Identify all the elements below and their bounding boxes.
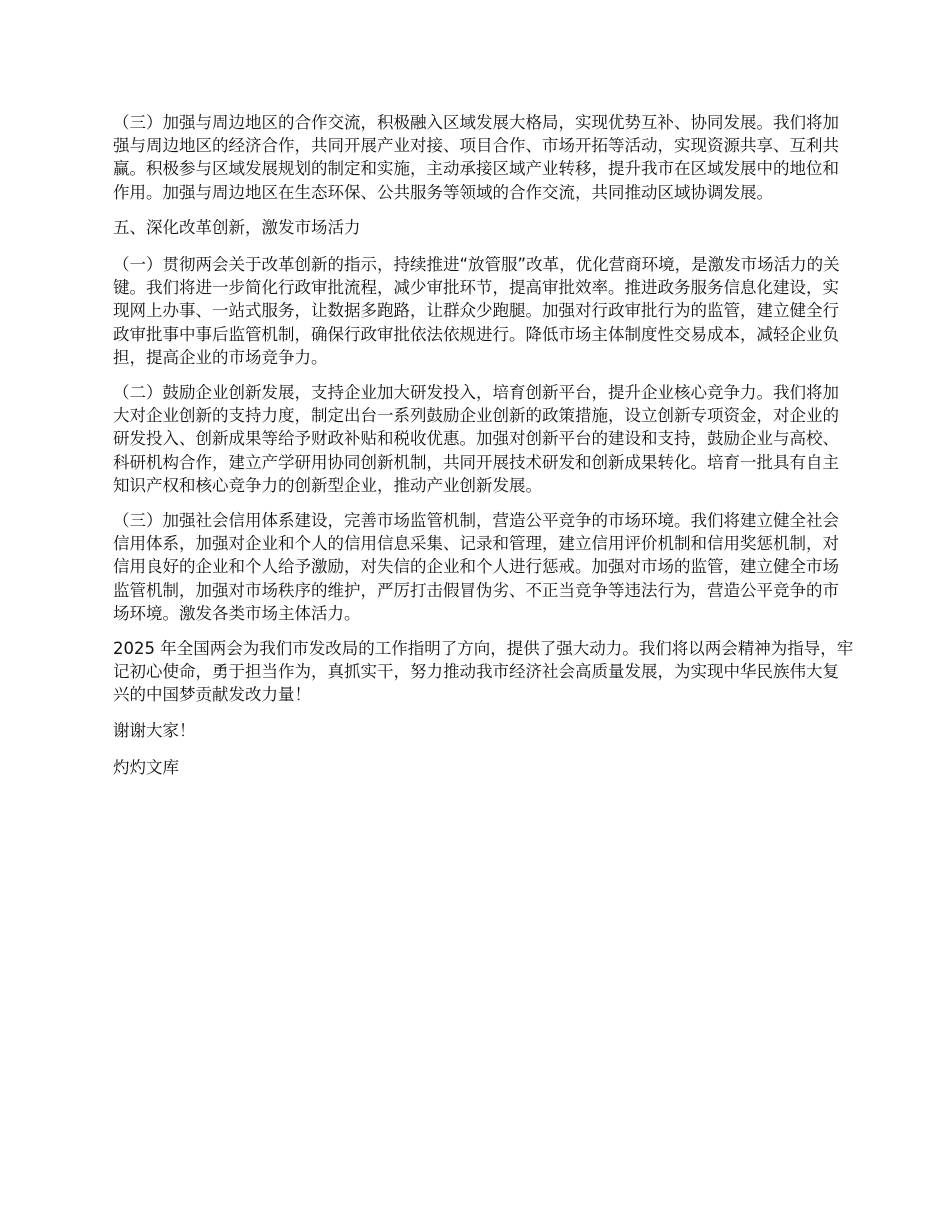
paragraph-streamline-administration: （一）贯彻两会关于改革创新的指示，持续推进“放管服”改革，优化营商环境，是激发市场活力的关键。我们将进一步简化行政审批流程，减少审批环节，提高审批效率。推进政务服务信息化建设，实现网上办事、一站式服务，让数据多跑路，让群众少跑腿。加强对行政审批行为的监管，建立健全行政审批事中事后监管机制，确保行政审批依法依规进行。降低市场主体制度性交易成本，减轻企业负担，提高企业的市场竞争力。 <box>113 255 840 367</box>
section-heading-reform: 五、深化改革创新，激发市场活力 <box>113 217 361 237</box>
paragraph-regional-cooperation: （三）加强与周边地区的合作交流，积极融入区域发展大格局，实现优势互补、协同发展。我们将加强与周边地区的经济合作，共同开展产业对接、项目合作、市场开拓等活动，实现资源共享、互利共赢。积极参与区域发展规划的制定和实施，主动承接区域产业转移，提升我市在区域发展中的地位和作用。加强与周边地区在生态环保、公共服务等领域的合作交流，共同推动区域协调发展。 <box>113 113 839 202</box>
paragraph-credit-system: （三）加强社会信用体系建设，完善市场监管机制，营造公平竞争的市场环境。我们将建立健全社会信用体系，加强对企业和个人的信用信息采集、记录和管理，建立信用评价机制和信用奖惩机制，对信用良好的企业和个人给予激励，对失信的企业和个人进行惩戒。加强对市场的监管，建立健全市场监管机制，加强对市场秩序的维护，严厉打击假冒伪劣、不正当竞争等违法行为，营造公平竞争的市场环境。激发各类市场主体活力。 <box>113 511 839 623</box>
document-body <box>113 111 855 793</box>
paragraph-conclusion: 2025 年全国两会为我们市发改局的工作指明了方向，提供了强大动力。我们将以两会精神为指导，牢记初心使命，勇于担当作为，真抓实干，努力推动我市经济社会高质量发展，为实现中华民族伟大复兴的中国梦贡献发改力量！ <box>113 639 854 705</box>
closing-thanks: 谢谢大家！ <box>113 720 196 740</box>
source-signature: 灼灼文库 <box>113 757 179 777</box>
paragraph-enterprise-innovation: （二）鼓励企业创新发展，支持企业加大研发投入，培育创新平台，提升企业核心竞争力。我们将加大对企业创新的支持力度，制定出台一系列鼓励企业创新的政策措施，设立创新专项资金，对企业的研发投入、创新成果等给予财政补贴和税收优惠。加强对创新平台的建设和支持，鼓励企业与高校、科研机构合作，建立产学研用协同创新机制，共同开展技术研发和创新成果转化。培育一批具有自主知识产权和核心竞争力的创新型企业，推动产业创新发展。 <box>113 383 839 495</box>
